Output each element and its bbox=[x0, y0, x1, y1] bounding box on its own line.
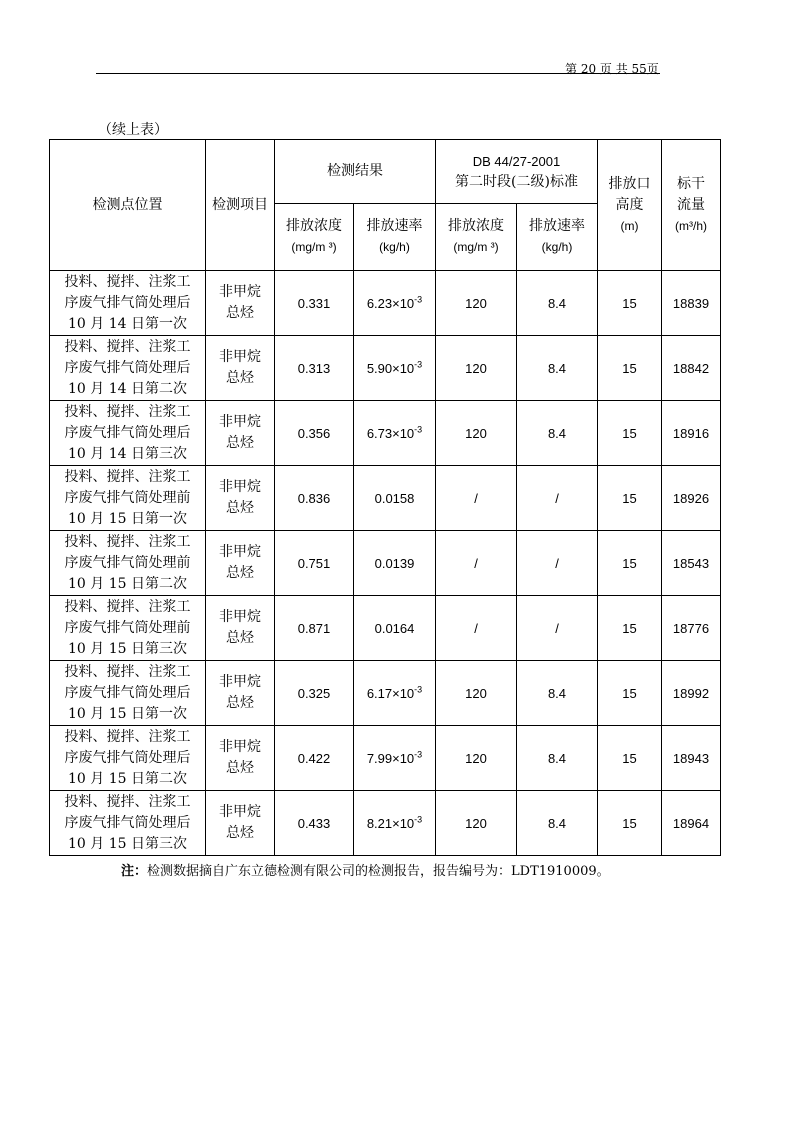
cell-flow: 18916 bbox=[662, 401, 721, 466]
rate-base: 5.90×10 bbox=[366, 360, 415, 376]
cell-height: 15 bbox=[598, 466, 662, 531]
table-row bbox=[50, 531, 721, 596]
cell-conc: 0.871 bbox=[275, 596, 354, 661]
table-row bbox=[50, 271, 721, 336]
header-std-conc bbox=[436, 204, 517, 271]
table-row bbox=[50, 401, 721, 466]
location-date: 10 月 14 日第三次 bbox=[68, 445, 187, 462]
item-line: 非甲烷 bbox=[219, 739, 261, 755]
cell-conc: 0.751 bbox=[275, 531, 354, 596]
cell-std-conc: / bbox=[436, 466, 517, 531]
item-line: 非甲烷 bbox=[219, 609, 261, 625]
item-line: 总烃 bbox=[226, 370, 254, 386]
location-line: 序废气排气筒处理后 bbox=[64, 749, 191, 766]
item-line: 总烃 bbox=[226, 305, 254, 321]
cell-conc: 0.356 bbox=[275, 401, 354, 466]
cell-rate bbox=[354, 596, 436, 661]
location-line: 序废气排气筒处理后 bbox=[64, 684, 191, 701]
header-standard-code: DB 44/27-2001 bbox=[472, 153, 561, 169]
cell-location bbox=[50, 271, 206, 336]
footnote bbox=[121, 860, 610, 879]
table-row bbox=[50, 791, 721, 856]
header-conc-unit: (mg/m ³) bbox=[291, 240, 337, 254]
cell-std-rate: 8.4 bbox=[517, 726, 598, 791]
cell-conc: 0.313 bbox=[275, 336, 354, 401]
header-result: 检测结果 bbox=[275, 140, 436, 204]
header-height bbox=[598, 140, 662, 271]
cell-item bbox=[206, 466, 275, 531]
header-location: 检测点位置 bbox=[50, 140, 206, 271]
location-line: 序废气排气筒处理后 bbox=[64, 814, 191, 831]
header-conc bbox=[275, 204, 354, 271]
rate-base: 0.0158 bbox=[374, 490, 415, 506]
location-date: 10 月 15 日第三次 bbox=[68, 835, 187, 852]
cell-flow: 18839 bbox=[662, 271, 721, 336]
cell-item bbox=[206, 531, 275, 596]
cell-location bbox=[50, 596, 206, 661]
item-line: 非甲烷 bbox=[219, 674, 261, 690]
item-line: 总烃 bbox=[226, 760, 254, 776]
rate-base: 6.73×10 bbox=[366, 425, 415, 441]
header-flow-unit: (m³/h) bbox=[675, 218, 707, 233]
cell-flow: 18842 bbox=[662, 336, 721, 401]
cell-rate bbox=[354, 271, 436, 336]
cell-rate bbox=[354, 401, 436, 466]
cell-item bbox=[206, 596, 275, 661]
location-line: 序废气排气筒处理后 bbox=[64, 359, 191, 376]
header-std-rate bbox=[517, 204, 598, 271]
cell-rate bbox=[354, 791, 436, 856]
cell-height: 15 bbox=[598, 596, 662, 661]
location-line: 投料、搅拌、注浆工 bbox=[64, 728, 191, 745]
location-line: 投料、搅拌、注浆工 bbox=[64, 338, 191, 355]
cell-std-rate: / bbox=[517, 466, 598, 531]
cell-flow: 18943 bbox=[662, 726, 721, 791]
rate-base: 0.0164 bbox=[374, 620, 415, 636]
location-line: 投料、搅拌、注浆工 bbox=[64, 533, 191, 550]
header-height-unit: (m) bbox=[620, 218, 639, 233]
cell-item bbox=[206, 791, 275, 856]
cell-location bbox=[50, 401, 206, 466]
location-line: 序废气排气筒处理前 bbox=[64, 489, 191, 506]
cell-height: 15 bbox=[598, 661, 662, 726]
cell-conc: 0.836 bbox=[275, 466, 354, 531]
cell-height: 15 bbox=[598, 401, 662, 466]
table-caption: （续上表） bbox=[98, 122, 168, 138]
item-line: 总烃 bbox=[226, 695, 254, 711]
cell-height: 15 bbox=[598, 791, 662, 856]
cell-std-rate: 8.4 bbox=[517, 661, 598, 726]
location-line: 投料、搅拌、注浆工 bbox=[64, 403, 191, 420]
cell-location bbox=[50, 726, 206, 791]
rate-base: 0.0139 bbox=[374, 555, 415, 571]
cell-conc: 0.331 bbox=[275, 271, 354, 336]
cell-conc: 0.422 bbox=[275, 726, 354, 791]
cell-rate bbox=[354, 531, 436, 596]
rate-base: 6.17×10 bbox=[366, 685, 415, 701]
location-date: 10 月 15 日第二次 bbox=[68, 770, 187, 787]
cell-std-conc: 120 bbox=[436, 726, 517, 791]
item-line: 非甲烷 bbox=[219, 804, 261, 820]
rate-exponent: -3 bbox=[414, 359, 423, 370]
cell-std-conc: / bbox=[436, 531, 517, 596]
cell-rate bbox=[354, 726, 436, 791]
cell-rate bbox=[354, 661, 436, 726]
header-flow-line2: 流量 bbox=[677, 196, 705, 213]
item-line: 总烃 bbox=[226, 825, 254, 841]
cell-item bbox=[206, 726, 275, 791]
item-line: 总烃 bbox=[226, 565, 254, 581]
cell-std-rate: / bbox=[517, 531, 598, 596]
table-row bbox=[50, 336, 721, 401]
rate-exponent: -3 bbox=[414, 814, 423, 825]
location-line: 投料、搅拌、注浆工 bbox=[64, 663, 191, 680]
rate-base: 8.21×10 bbox=[366, 815, 415, 831]
item-line: 非甲烷 bbox=[219, 544, 261, 560]
footnote-label: 注： bbox=[121, 864, 148, 879]
item-line: 非甲烷 bbox=[219, 284, 261, 300]
location-line: 投料、搅拌、注浆工 bbox=[64, 468, 191, 485]
table-row bbox=[50, 661, 721, 726]
location-date: 10 月 14 日第二次 bbox=[68, 380, 187, 397]
rate-base: 6.23×10 bbox=[366, 295, 415, 311]
header-std-rate-unit: (kg/h) bbox=[541, 240, 573, 254]
cell-item bbox=[206, 661, 275, 726]
header-rate-label: 排放速率 bbox=[366, 218, 423, 234]
header-item: 检测项目 bbox=[206, 140, 275, 271]
item-line: 非甲烷 bbox=[219, 479, 261, 495]
cell-flow: 18926 bbox=[662, 466, 721, 531]
cell-item bbox=[206, 271, 275, 336]
location-date: 10 月 15 日第一次 bbox=[68, 510, 187, 527]
footnote-text: 检测数据摘自广东立德检测有限公司的检测报告，报告编号为：LDT1910009。 bbox=[147, 864, 610, 879]
cell-location bbox=[50, 466, 206, 531]
location-line: 序废气排气筒处理后 bbox=[64, 424, 191, 441]
rate-exponent: -3 bbox=[414, 684, 423, 695]
cell-rate bbox=[354, 466, 436, 531]
header-standard bbox=[436, 140, 598, 204]
rate-exponent: -3 bbox=[414, 294, 423, 305]
table-row bbox=[50, 466, 721, 531]
cell-std-conc: 120 bbox=[436, 661, 517, 726]
cell-location bbox=[50, 791, 206, 856]
item-line: 总烃 bbox=[226, 630, 254, 646]
header-rule bbox=[96, 73, 660, 74]
cell-std-rate: 8.4 bbox=[517, 336, 598, 401]
item-line: 总烃 bbox=[226, 435, 254, 451]
header-std-rate-label: 排放速率 bbox=[529, 218, 585, 234]
header-rate bbox=[354, 204, 436, 271]
cell-std-rate: 8.4 bbox=[517, 271, 598, 336]
cell-height: 15 bbox=[598, 726, 662, 791]
item-line: 非甲烷 bbox=[219, 349, 261, 365]
location-date: 10 月 15 日第三次 bbox=[68, 640, 187, 657]
header-std-conc-unit: (mg/m ³) bbox=[453, 240, 499, 254]
header-flow bbox=[662, 140, 721, 271]
location-line: 序废气排气筒处理前 bbox=[64, 619, 191, 636]
cell-flow: 18964 bbox=[662, 791, 721, 856]
header-conc-label: 排放浓度 bbox=[286, 218, 342, 234]
cell-height: 15 bbox=[598, 271, 662, 336]
item-line: 总烃 bbox=[226, 500, 254, 516]
header-height-line2: 高度 bbox=[615, 196, 644, 213]
page-number: 第 20 页 共 55页 bbox=[565, 62, 659, 76]
item-line: 非甲烷 bbox=[219, 414, 261, 430]
cell-std-conc: / bbox=[436, 596, 517, 661]
cell-std-conc: 120 bbox=[436, 336, 517, 401]
location-date: 10 月 15 日第二次 bbox=[68, 575, 187, 592]
cell-height: 15 bbox=[598, 531, 662, 596]
cell-conc: 0.433 bbox=[275, 791, 354, 856]
header-flow-line1: 标干 bbox=[677, 175, 705, 192]
rate-base: 7.99×10 bbox=[366, 750, 415, 766]
cell-height: 15 bbox=[598, 336, 662, 401]
cell-rate bbox=[354, 336, 436, 401]
location-line: 投料、搅拌、注浆工 bbox=[64, 273, 191, 290]
location-line: 序废气排气筒处理前 bbox=[64, 554, 191, 571]
header-rate-unit: (kg/h) bbox=[379, 240, 410, 254]
cell-location bbox=[50, 336, 206, 401]
location-date: 10 月 15 日第一次 bbox=[68, 705, 187, 722]
cell-std-conc: 120 bbox=[436, 401, 517, 466]
location-date: 10 月 14 日第一次 bbox=[68, 315, 187, 332]
emission-table bbox=[49, 139, 721, 856]
header-standard-period: 第二时段(二级)标准 bbox=[455, 173, 578, 190]
rate-exponent: -3 bbox=[414, 424, 423, 435]
header-std-conc-label: 排放浓度 bbox=[448, 218, 504, 234]
cell-conc: 0.325 bbox=[275, 661, 354, 726]
header-height-line1: 排放口 bbox=[608, 175, 651, 192]
cell-flow: 18776 bbox=[662, 596, 721, 661]
location-line: 投料、搅拌、注浆工 bbox=[64, 793, 191, 810]
location-line: 序废气排气筒处理后 bbox=[64, 294, 191, 311]
cell-location bbox=[50, 531, 206, 596]
cell-std-conc: 120 bbox=[436, 791, 517, 856]
cell-std-rate: 8.4 bbox=[517, 791, 598, 856]
table-row bbox=[50, 726, 721, 791]
cell-std-conc: 120 bbox=[436, 271, 517, 336]
cell-location bbox=[50, 661, 206, 726]
rate-exponent: -3 bbox=[414, 749, 423, 760]
cell-item bbox=[206, 336, 275, 401]
cell-flow: 18992 bbox=[662, 661, 721, 726]
table-row bbox=[50, 596, 721, 661]
location-line: 投料、搅拌、注浆工 bbox=[64, 598, 191, 615]
cell-item bbox=[206, 401, 275, 466]
cell-std-rate: / bbox=[517, 596, 598, 661]
cell-flow: 18543 bbox=[662, 531, 721, 596]
cell-std-rate: 8.4 bbox=[517, 401, 598, 466]
